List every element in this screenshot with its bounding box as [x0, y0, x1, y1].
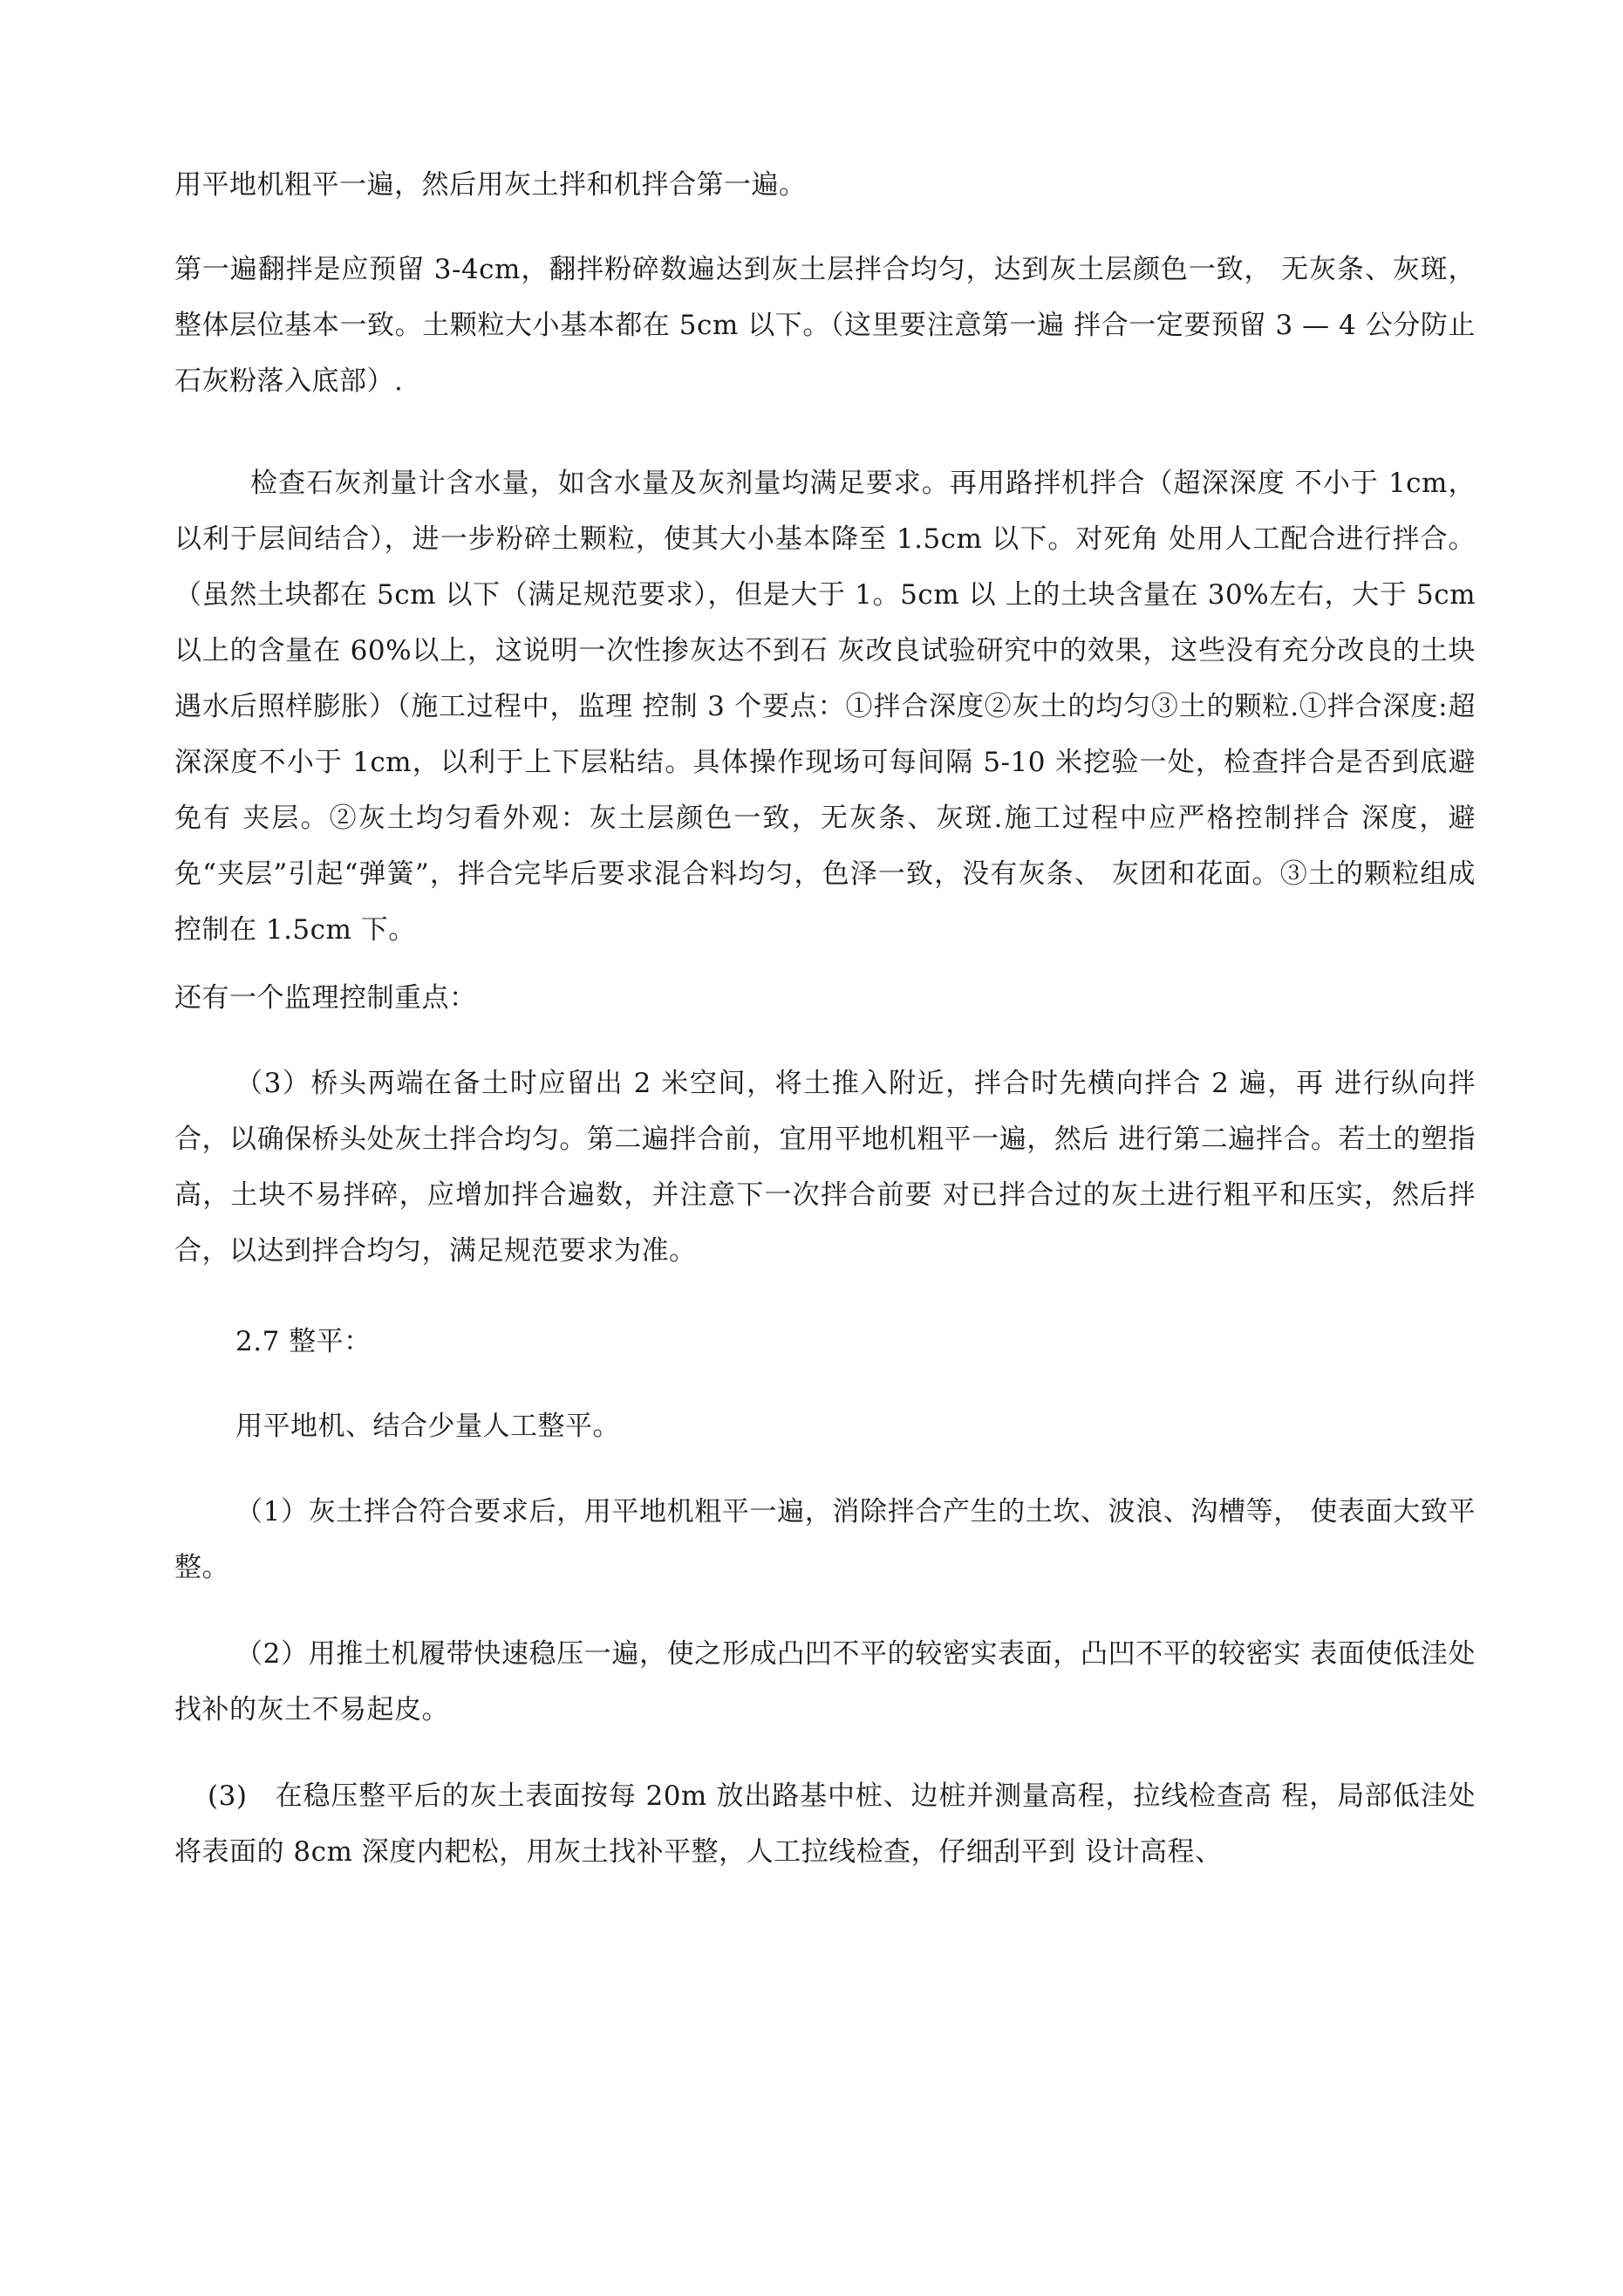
paragraph-5-text: （3）桥头两端在备土时应留出 2 米空间，将土推入附近，拌合时先横向拌合 2 遍，再 进行纵向拌合，以确保桥头处灰土拌合均匀。第二遍拌合前，宜用平地机粗平一遍，然后 进行第二遍拌合。若土的塑指高，土块不易拌碎，应增加拌合遍数，并注意下一次拌合前要 对已拌合过的灰土进行粗平和压实，然后拌合，以达到拌合均匀，满足规范要求为准。	[174, 1068, 1476, 1267]
paragraph-9-text: (3) 在稳压整平后的灰土表面按每 20m 放出路基中桩、边桩并测量高程，拉线检查高 程，局部低洼处将表面的 8cm 深度内耙松，用灰土找补平整，人工拉线检查，仔细刮平到 设计高程、	[174, 1780, 1476, 1868]
paragraph-2	[174, 242, 1476, 409]
paragraph-8	[174, 1626, 1476, 1738]
section-heading-text: 2.7 整平：	[235, 1326, 372, 1357]
paragraph-6-text: 用平地机、结合少量人工整平。	[235, 1411, 620, 1442]
paragraph-7	[174, 1484, 1476, 1596]
paragraph-4	[174, 970, 1476, 1026]
paragraph-9	[174, 1768, 1476, 1880]
paragraph-1	[174, 157, 1476, 213]
paragraph-2-text: 第一遍翻拌是应预留 3-4cm，翻拌粉碎数遍达到灰土层拌合均匀，达到灰土层颜色一致， 无灰条、灰斑，整体层位基本一致。土颗粒大小基本都在 5cm 以下。（这里要注意第一遍 拌合一定要预留 3 — 4 公分防止石灰粉落入底部）.	[174, 254, 1476, 397]
paragraph-8-text: （2）用推土机履带快速稳压一遍，使之形成凸凹不平的较密实表面，凸凹不平的较密实 表面使低洼处找补的灰土不易起皮。	[174, 1638, 1476, 1725]
paragraph-6	[174, 1398, 1476, 1454]
paragraph-7-text: （1）灰土拌合符合要求后，用平地机粗平一遍，消除拌合产生的土坎、波浪、沟槽等， 使表面大致平整。	[174, 1496, 1476, 1583]
section-heading	[174, 1314, 1476, 1370]
paragraph-3	[174, 455, 1476, 958]
paragraph-3-text: 检查石灰剂量计含水量，如含水量及灰剂量均满足要求。再用路拌机拌合（超深深度 不小于 1cm，以利于层间结合），进一步粉碎土颗粒，使其大小基本降至 1.5cm 以下。对死角 处用人工配合进行拌合。（虽然土块都在 5cm 以下（满足规范要求），但是大于 1。5cm 以 上的土块含量在 30%左右，大于 5cm 以上的含量在 60%以上，这说明一次性掺灰达不到石 灰改良试验研究中的效果，这些没有充分改良的土块遇水后照样膨胀）（施工过程中，监理 控制 3 个要点：①拌合深度②灰土的均匀③土的颗粒.①拌合深度:超深深度不小于 1cm，以利于上下层粘结。具体操作现场可每间隔 5-10 米挖验一处，检查拌合是否到底避免有 夹层。②灰土均匀看外观：灰土层颜色一致，无灰条、灰斑.施工过程中应严格控制拌合 深度，避免“夹层”引起“弹簧”，拌合完毕后要求混合料均匀，色泽一致，没有灰条、 灰团和花面。③土的颗粒组成控制在 1.5cm 下。	[174, 468, 1476, 946]
paragraph-4-text: 还有一个监理控制重点：	[174, 982, 477, 1014]
paragraph-1-text: 用平地机粗平一遍，然后用灰土拌和机拌合第一遍。	[174, 169, 807, 201]
paragraph-5	[174, 1056, 1476, 1279]
